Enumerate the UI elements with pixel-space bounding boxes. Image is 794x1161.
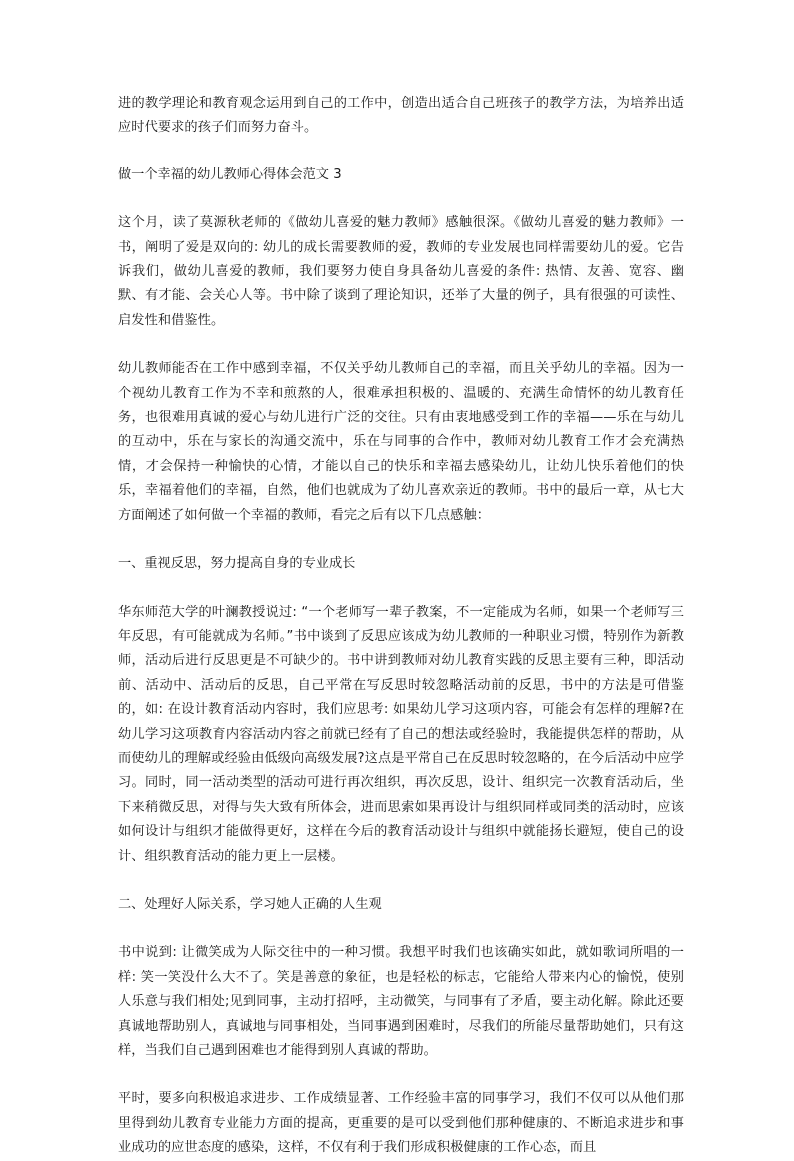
paragraph-learn-colleagues: 平时，要多向积极追求进步、工作成绩显著、工作经验丰富的同事学习，我们不仅可以从他们那里得到幼儿教育专业能力方面的提高，更重要的是可以受到他们那种健康的、不断追求进步和事业成功的应世态度的感染，这样，不仅有利于我们形成积极健康的工作心态，而且 [118, 1091, 684, 1156]
document-page [118, 92, 684, 1161]
paragraph-smile: 书中说到: 让微笑成为人际交往中的一种习惯。我想平时我们也该确实如此，就如歌词所唱的一样: 笑一笑没什么大不了。笑是善意的象征，也是轻松的标志，它能给人带来内心的愉悦，使别人乐意与我们相处;见到同事，主动打招呼，主动微笑，与同事有了矛盾，要主动化解。除此还要真诚地帮助别人，真诚地与同事相处，当同事遇到困难时，尽我们的所能尽量帮助她们，只有这样，当我们自己遇到困难也才能得到别人真诚的帮助。 [118, 945, 684, 1058]
spacer [118, 528, 684, 552]
section-title: 做一个幸福的幼儿教师心得体会范文 3 [118, 166, 342, 182]
spacer [118, 917, 684, 941]
paragraph-happiness: 幼儿教师能否在工作中感到幸福，不仅关乎幼儿教师自己的幸福，而且关乎幼儿的幸福。因为一个视幼儿教育工作为不幸和煎熬的人，很难承担积极的、温暖的、充满生命情怀的幼儿教育任务，也很难用真诚的爱心与幼儿进行广泛的交往。只有由衷地感受到工作的幸福——乐在与幼儿的互动中，乐在与家长的沟通交流中，乐在与同事的合作中，教师对幼儿教育工作才会充满热情，才会保持一种愉快的心情，才能以自己的快乐和幸福去感染幼儿，让幼儿快乐着他们的快乐，幸福着他们的幸福，自然，他们也就成为了幼儿喜欢亲近的教师。书中的最后一章，从七大方面阐述了如何做一个幸福的教师，看完之后有以下几点感触： [118, 361, 684, 523]
spacer [118, 869, 684, 893]
spacer [118, 333, 684, 357]
spacer [118, 141, 684, 163]
paragraph-reflection: 华东师范大学的叶澜教授说过: “一个老师写一辈子教案，不一定能成为名师，如果一个老师写三年反思，有可能就成为名师。”书中谈到了反思应该成为幼儿教师的一种职业习惯，特别作为新教师，活动后进行反思更是不可缺少的。书中讲到教师对幼儿教育实践的反思主要有三种，即活动前、活动中、活动后的反思，自己平常在写反思时较忽略活动前的反思，书中的方法是可借鉴的，如: 在设计教育活动内容时，我们应思考: 如果幼儿学习这项内容，可能会有怎样的理解?在幼儿学习这项教育内容活动内容之前就已经有了自己的想法或经验时，我能提供怎样的帮助，从而使幼儿的理解或经验由低级向高级发展?这点是平常自己在反思时较忽略的，在今后活动中应学习。同时，同一活动类型的活动可进行再次组织，再次反思，设计、组织完一次教育活动后，坐下来稍微反思，对得与失大致有所体会，进而思索如果再设计与组织同样或同类的活动时，应该如何设计与组织才能做得更好，这样在今后的教育活动设计与组织中就能扬长避短，使自己的设计、组织教育活动的能力更上一层楼。 [118, 604, 684, 864]
paragraph-intro: 进的教学理论和教育观念运用到自己的工作中，创造出适合自己班孩子的教学方法，为培养出适应时代要求的孩子们而努力奋斗。 [118, 96, 684, 136]
paragraph-book-intro: 这个月，读了莫源秋老师的《做幼儿喜爱的魅力教师》感触很深。《做幼儿喜爱的魅力教师》一书，阐明了爱是双向的: 幼儿的成长需要教师的爱，教师的专业发展也同样需要幼儿的爱。它告诉我们，做幼儿喜爱的教师，我们要努力使自身具备幼儿喜爱的条件: 热情、友善、宽容、幽默、有才能、会关心人等。书中除了谈到了理论知识，还举了大量的例子，具有很强的可读性、启发性和借鉴性。 [118, 215, 684, 328]
subheading-relationships: 二、处理好人际关系，学习她人正确的人生观 [118, 896, 382, 912]
subheading-reflection: 一、重视反思，努力提高自身的专业成长 [118, 556, 356, 572]
spacer [118, 1063, 684, 1087]
spacer [118, 577, 684, 601]
spacer [118, 187, 684, 211]
